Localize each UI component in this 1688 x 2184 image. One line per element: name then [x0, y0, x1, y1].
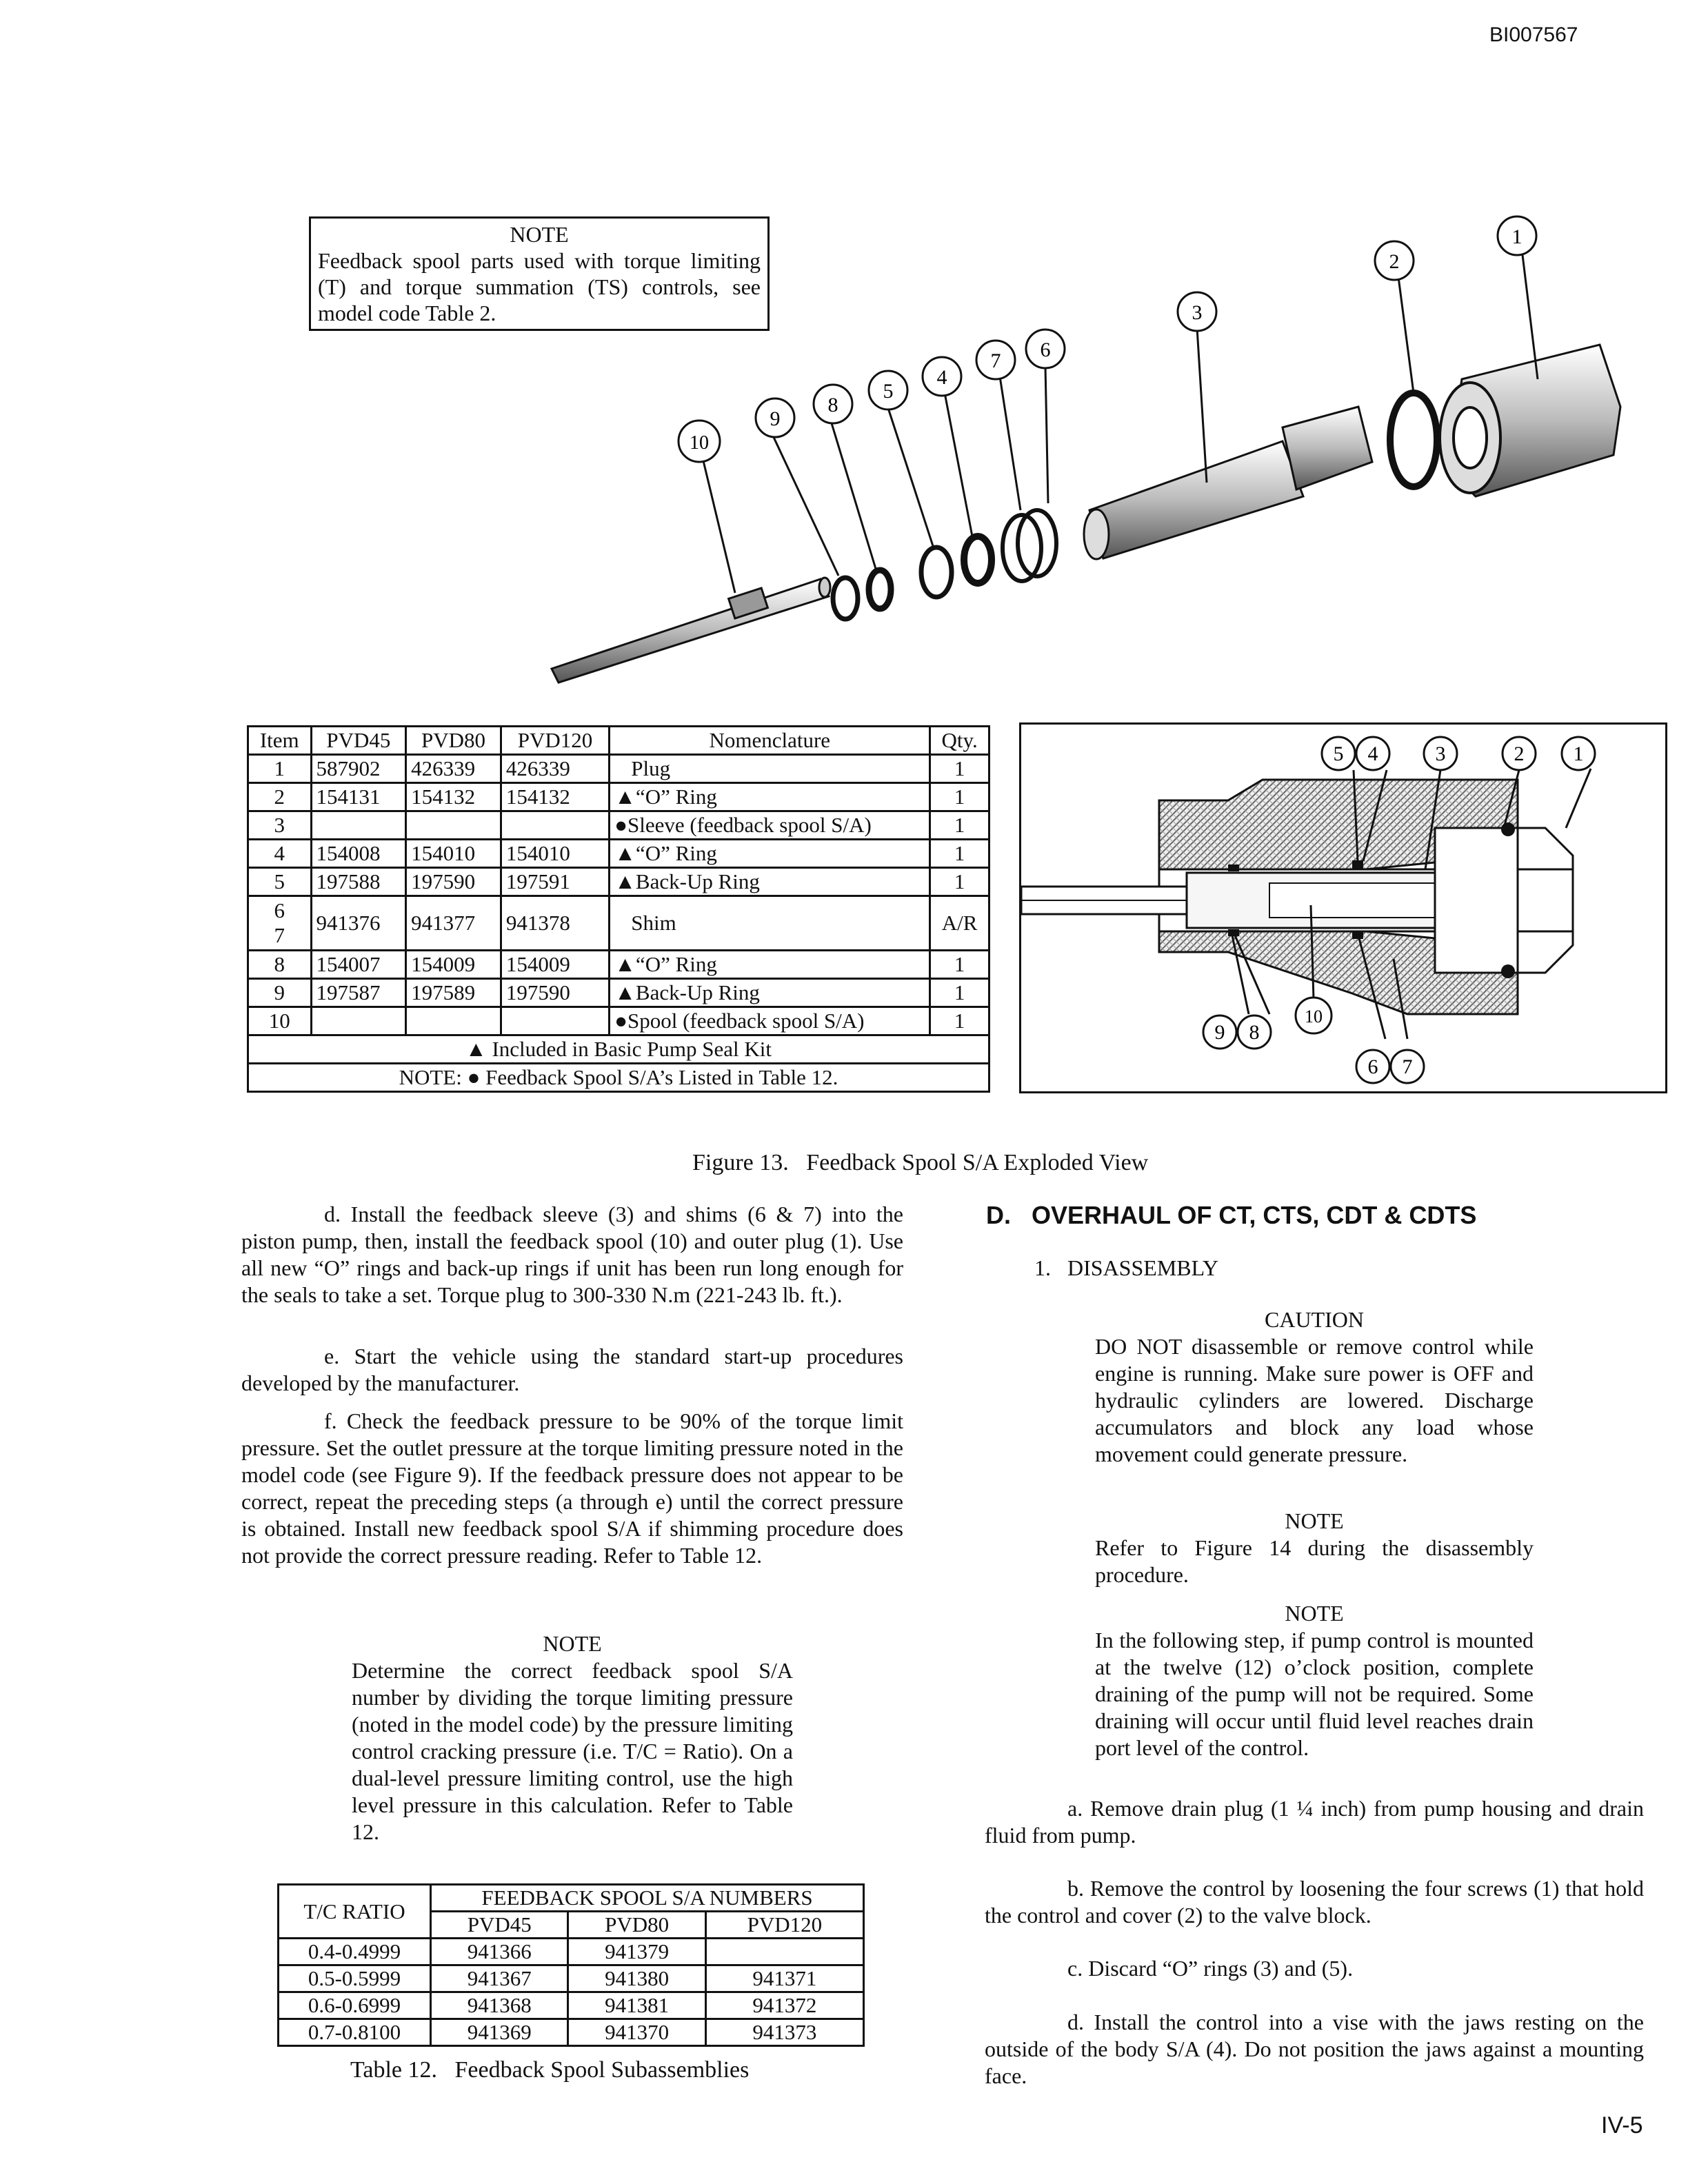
cell-qty: 1: [930, 951, 989, 979]
parts-table: [247, 725, 990, 1093]
header-pvd120: PVD120: [501, 727, 609, 755]
header-tc-ratio: T/C RATIO: [279, 1885, 431, 1939]
caution-text: DO NOT disassemble or remove control while engine is running. Make sure power is OFF and hydraulic cylinders are lowered. Discharge accumulators and block any load whose movement could generate pressure.: [1095, 1334, 1534, 1466]
cell-pvd45: 154008: [311, 840, 406, 868]
cell-item: 6 7: [248, 896, 312, 951]
exploded-view-illustration: [524, 207, 1641, 703]
cell-pvd120: 426339: [501, 755, 609, 783]
cell-nomenclature: ●Spool (feedback spool S/A): [610, 1007, 930, 1035]
cell-nomenclature: Plug: [610, 755, 930, 783]
cell-pvd80: 941370: [568, 2019, 705, 2046]
cell-ratio: 0.6-0.6999: [279, 1992, 431, 2019]
table-row: [248, 951, 989, 979]
plug-part: [1440, 345, 1620, 496]
cell-qty: 1: [930, 979, 989, 1007]
table-row: [248, 840, 989, 868]
cell-pvd80: 197589: [406, 979, 501, 1007]
subsection-heading: 1. DISASSEMBLY: [1034, 1255, 1219, 1280]
left-note-heading: NOTE: [543, 1631, 602, 1656]
callout-1: 1: [1511, 225, 1523, 248]
backup-ring-9: [833, 578, 858, 619]
note2-heading: NOTE: [1285, 1601, 1344, 1626]
o-ring-4: [964, 536, 992, 583]
cell-ratio: 0.4-0.4999: [279, 1939, 431, 1965]
section-callout-8: 8: [1249, 1021, 1260, 1044]
cell-pvd120: 941378: [501, 896, 609, 951]
cell-pvd120: 154132: [501, 783, 609, 811]
cell-nomenclature: ●Sleeve (feedback spool S/A): [610, 811, 930, 840]
cell-pvd80: 154009: [406, 951, 501, 979]
cell-nomenclature: ▲Back-Up Ring: [610, 868, 930, 896]
cell-item: 2: [248, 783, 312, 811]
cell-pvd45: 587902: [311, 755, 406, 783]
cell-pvd120: 941373: [705, 2019, 863, 2046]
callout-3: 3: [1192, 301, 1203, 324]
section-callout-1: 1: [1573, 742, 1584, 765]
left-para-d: d. Install the feedback sleeve (3) and shims (6 & 7) into the piston pump, then, install the feedback spool (10) and outer plug (1). Use all new “O” rings and back-up rings if unit has been run long enough for the seals to take a set. Torque plug to 300-330 N.m (221-243 lb. ft.).: [241, 1202, 903, 1307]
table-row: [248, 868, 989, 896]
cell-qty: 1: [930, 811, 989, 840]
cross-section-view: [1019, 722, 1667, 1093]
table-row: [279, 2019, 864, 2046]
cell-item: 4: [248, 840, 312, 868]
subheader-pvd45: PVD45: [431, 1912, 568, 1939]
cell-pvd80: 197590: [406, 868, 501, 896]
right-para-b: b. Remove the control by loosening the four screws (1) that hold the control and cover (2) to the valve block.: [985, 1876, 1644, 1928]
cell-nomenclature: ▲“O” Ring: [610, 840, 930, 868]
cell-qty: 1: [930, 1007, 989, 1035]
backup-ring-5: [921, 547, 952, 597]
parts-table-header: [248, 727, 989, 755]
o-ring-8: [869, 570, 891, 609]
left-para-e: e. Start the vehicle using the standard start-up procedures developed by the manufacturer.: [241, 1344, 903, 1395]
cell-item: 8: [248, 951, 312, 979]
table-row: [248, 979, 989, 1007]
cell-nomenclature: ▲“O” Ring: [610, 783, 930, 811]
figure-caption: Figure 13. Feedback Spool S/A Exploded View: [692, 1150, 1149, 1175]
section-callout-3: 3: [1435, 742, 1446, 765]
header-pvd45: PVD45: [311, 727, 406, 755]
footnote-spool-sa: NOTE: ● Feedback Spool S/A’s Listed in Table 12.: [248, 1064, 989, 1092]
header-nomenclature: Nomenclature: [610, 727, 930, 755]
cell-pvd80: 941380: [568, 1965, 705, 1992]
cell-item: 5: [248, 868, 312, 896]
cell-pvd80: 154010: [406, 840, 501, 868]
cell-pvd45: 941376: [311, 896, 406, 951]
callout-2: 2: [1389, 250, 1400, 273]
table-row: [279, 1992, 864, 2019]
cell-pvd45: [311, 811, 406, 840]
top-note-heading: NOTE: [510, 222, 569, 247]
section-callout-7: 7: [1402, 1055, 1413, 1078]
table-12: [277, 1883, 865, 2047]
o-ring-2: [1390, 393, 1437, 487]
cell-pvd80: 154132: [406, 783, 501, 811]
callout-5: 5: [883, 380, 894, 403]
cell-pvd80: 941381: [568, 1992, 705, 2019]
header-pvd80: PVD80: [406, 727, 501, 755]
exploded-callouts: [679, 216, 1536, 462]
cell-qty: 1: [930, 755, 989, 783]
callout-7: 7: [990, 350, 1001, 372]
cell-qty: 1: [930, 783, 989, 811]
cell-qty: 1: [930, 840, 989, 868]
note1-text: Refer to Figure 14 during the disassembly procedure.: [1095, 1535, 1534, 1587]
cell-pvd80: [406, 1007, 501, 1035]
cell-pvd120: [705, 1939, 863, 1965]
cell-pvd120: [501, 1007, 609, 1035]
table-12-caption: Table 12. Feedback Spool Subassemblies: [350, 2057, 750, 2083]
cell-pvd80: 941379: [568, 1939, 705, 1965]
cell-pvd120: 154010: [501, 840, 609, 868]
cell-pvd45: 154007: [311, 951, 406, 979]
callout-8: 8: [827, 394, 838, 416]
header-qty: Qty.: [930, 727, 989, 755]
note2-text: In the following step, if pump control is mounted at the twelve (12) o’clock position, complete draining of the pump will not be required. Some draining will occur until fluid level reaches drain port level of the control.: [1095, 1628, 1534, 1760]
cell-item: 1: [248, 755, 312, 783]
table-row: [279, 1939, 864, 1965]
cross-section-drawing: [1021, 725, 1665, 1091]
cell-pvd120: [501, 811, 609, 840]
left-para-f: f. Check the feedback pressure to be 90% of the torque limit pressure. Set the outlet pressure at the torque limiting pressure noted in the model code (see Figure 9). If the feedback pressure does not appear to be correct, repeat the preceding steps (a through e) until the correct pressure is obtained. Install new feedback spool S/A if shimming procedure does not provide the correct pressure reading. Refer to Table 12.: [241, 1408, 903, 1568]
cell-pvd45: 197587: [311, 979, 406, 1007]
table-row: [248, 755, 989, 783]
cell-nomenclature: ▲Back-Up Ring: [610, 979, 930, 1007]
table-row: [248, 1007, 989, 1035]
callout-10: 10: [690, 432, 709, 454]
right-para-d: d. Install the control into a vise with the jaws resting on the outside of the body S/A (4). Do not position the jaws against a mounting face.: [985, 2010, 1644, 2088]
cell-pvd45: 941367: [431, 1965, 568, 1992]
top-note-text: Feedback spool parts used with torque limiting (T) and torque summation (TS) controls, see model code Table 2.: [318, 248, 761, 325]
spool-part: [552, 578, 830, 682]
cell-ratio: 0.5-0.5999: [279, 1965, 431, 1992]
section-callout-5: 5: [1333, 742, 1344, 765]
document-id: BI007567: [1489, 23, 1578, 46]
cell-pvd45: 941366: [431, 1939, 568, 1965]
cell-pvd80: [406, 811, 501, 840]
cell-pvd120: 197590: [501, 979, 609, 1007]
header-item: Item: [248, 727, 312, 755]
cell-item: 9: [248, 979, 312, 1007]
section-callout-10: 10: [1305, 1007, 1323, 1027]
table-footnote-row: [248, 1064, 989, 1092]
cell-pvd120: 154009: [501, 951, 609, 979]
cell-pvd45: 941369: [431, 2019, 568, 2046]
caution-heading: CAUTION: [1265, 1307, 1364, 1332]
cell-pvd45: 197588: [311, 868, 406, 896]
cell-item: 10: [248, 1007, 312, 1035]
section-callout-4: 4: [1367, 742, 1378, 765]
cell-qty: 1: [930, 868, 989, 896]
cell-pvd80: 426339: [406, 755, 501, 783]
cell-ratio: 0.7-0.8100: [279, 2019, 431, 2046]
cell-pvd120: 941371: [705, 1965, 863, 1992]
table-row: [248, 783, 989, 811]
callout-9: 9: [770, 407, 781, 430]
header-feedback-spool-numbers: FEEDBACK SPOOL S/A NUMBERS: [431, 1885, 864, 1912]
cell-pvd120: 941372: [705, 1992, 863, 2019]
table-row: [248, 811, 989, 840]
cell-nomenclature: ▲“O” Ring: [610, 951, 930, 979]
note1-heading: NOTE: [1285, 1508, 1344, 1533]
cell-item: 3: [248, 811, 312, 840]
callout-6: 6: [1040, 338, 1051, 361]
section-callout-6: 6: [1367, 1055, 1378, 1078]
table-12-header: [279, 1885, 864, 1912]
cell-pvd120: 197591: [501, 868, 609, 896]
cell-nomenclature: Shim: [610, 896, 930, 951]
subheader-pvd120: PVD120: [705, 1912, 863, 1939]
callout-4: 4: [936, 366, 947, 389]
right-para-c: c. Discard “O” rings (3) and (5).: [1067, 1956, 1354, 1981]
table-footnote-row: [248, 1035, 989, 1064]
cell-qty: A/R: [930, 896, 989, 951]
cell-pvd45: 154131: [311, 783, 406, 811]
sleeve-part: [1084, 407, 1372, 559]
right-para-a: a. Remove drain plug (1 ¼ inch) from pump housing and drain fluid from pump.: [985, 1796, 1644, 1848]
left-note-text: Determine the correct feedback spool S/A number by dividing the torque limiting pressure (noted in the model code) by the pressure limiting control cracking pressure (i.e. T/C = Ratio). On a dual-level pressure limiting control, use the high level pressure in this calculation. Refer to Table 12.: [352, 1658, 793, 1844]
cell-pvd45: 941368: [431, 1992, 568, 2019]
cell-pvd80: 941377: [406, 896, 501, 951]
table-row: [279, 1965, 864, 1992]
section-callout-2: 2: [1514, 742, 1525, 765]
section-callout-9: 9: [1214, 1021, 1225, 1044]
table-row: [248, 896, 989, 951]
cell-pvd45: [311, 1007, 406, 1035]
footnote-seal-kit: ▲ Included in Basic Pump Seal Kit: [248, 1035, 989, 1064]
section-heading: D. OVERHAUL OF CT, CTS, CDT & CDTS: [986, 1201, 1477, 1229]
page-number: IV-5: [1601, 2112, 1643, 2138]
subheader-pvd80: PVD80: [568, 1912, 705, 1939]
